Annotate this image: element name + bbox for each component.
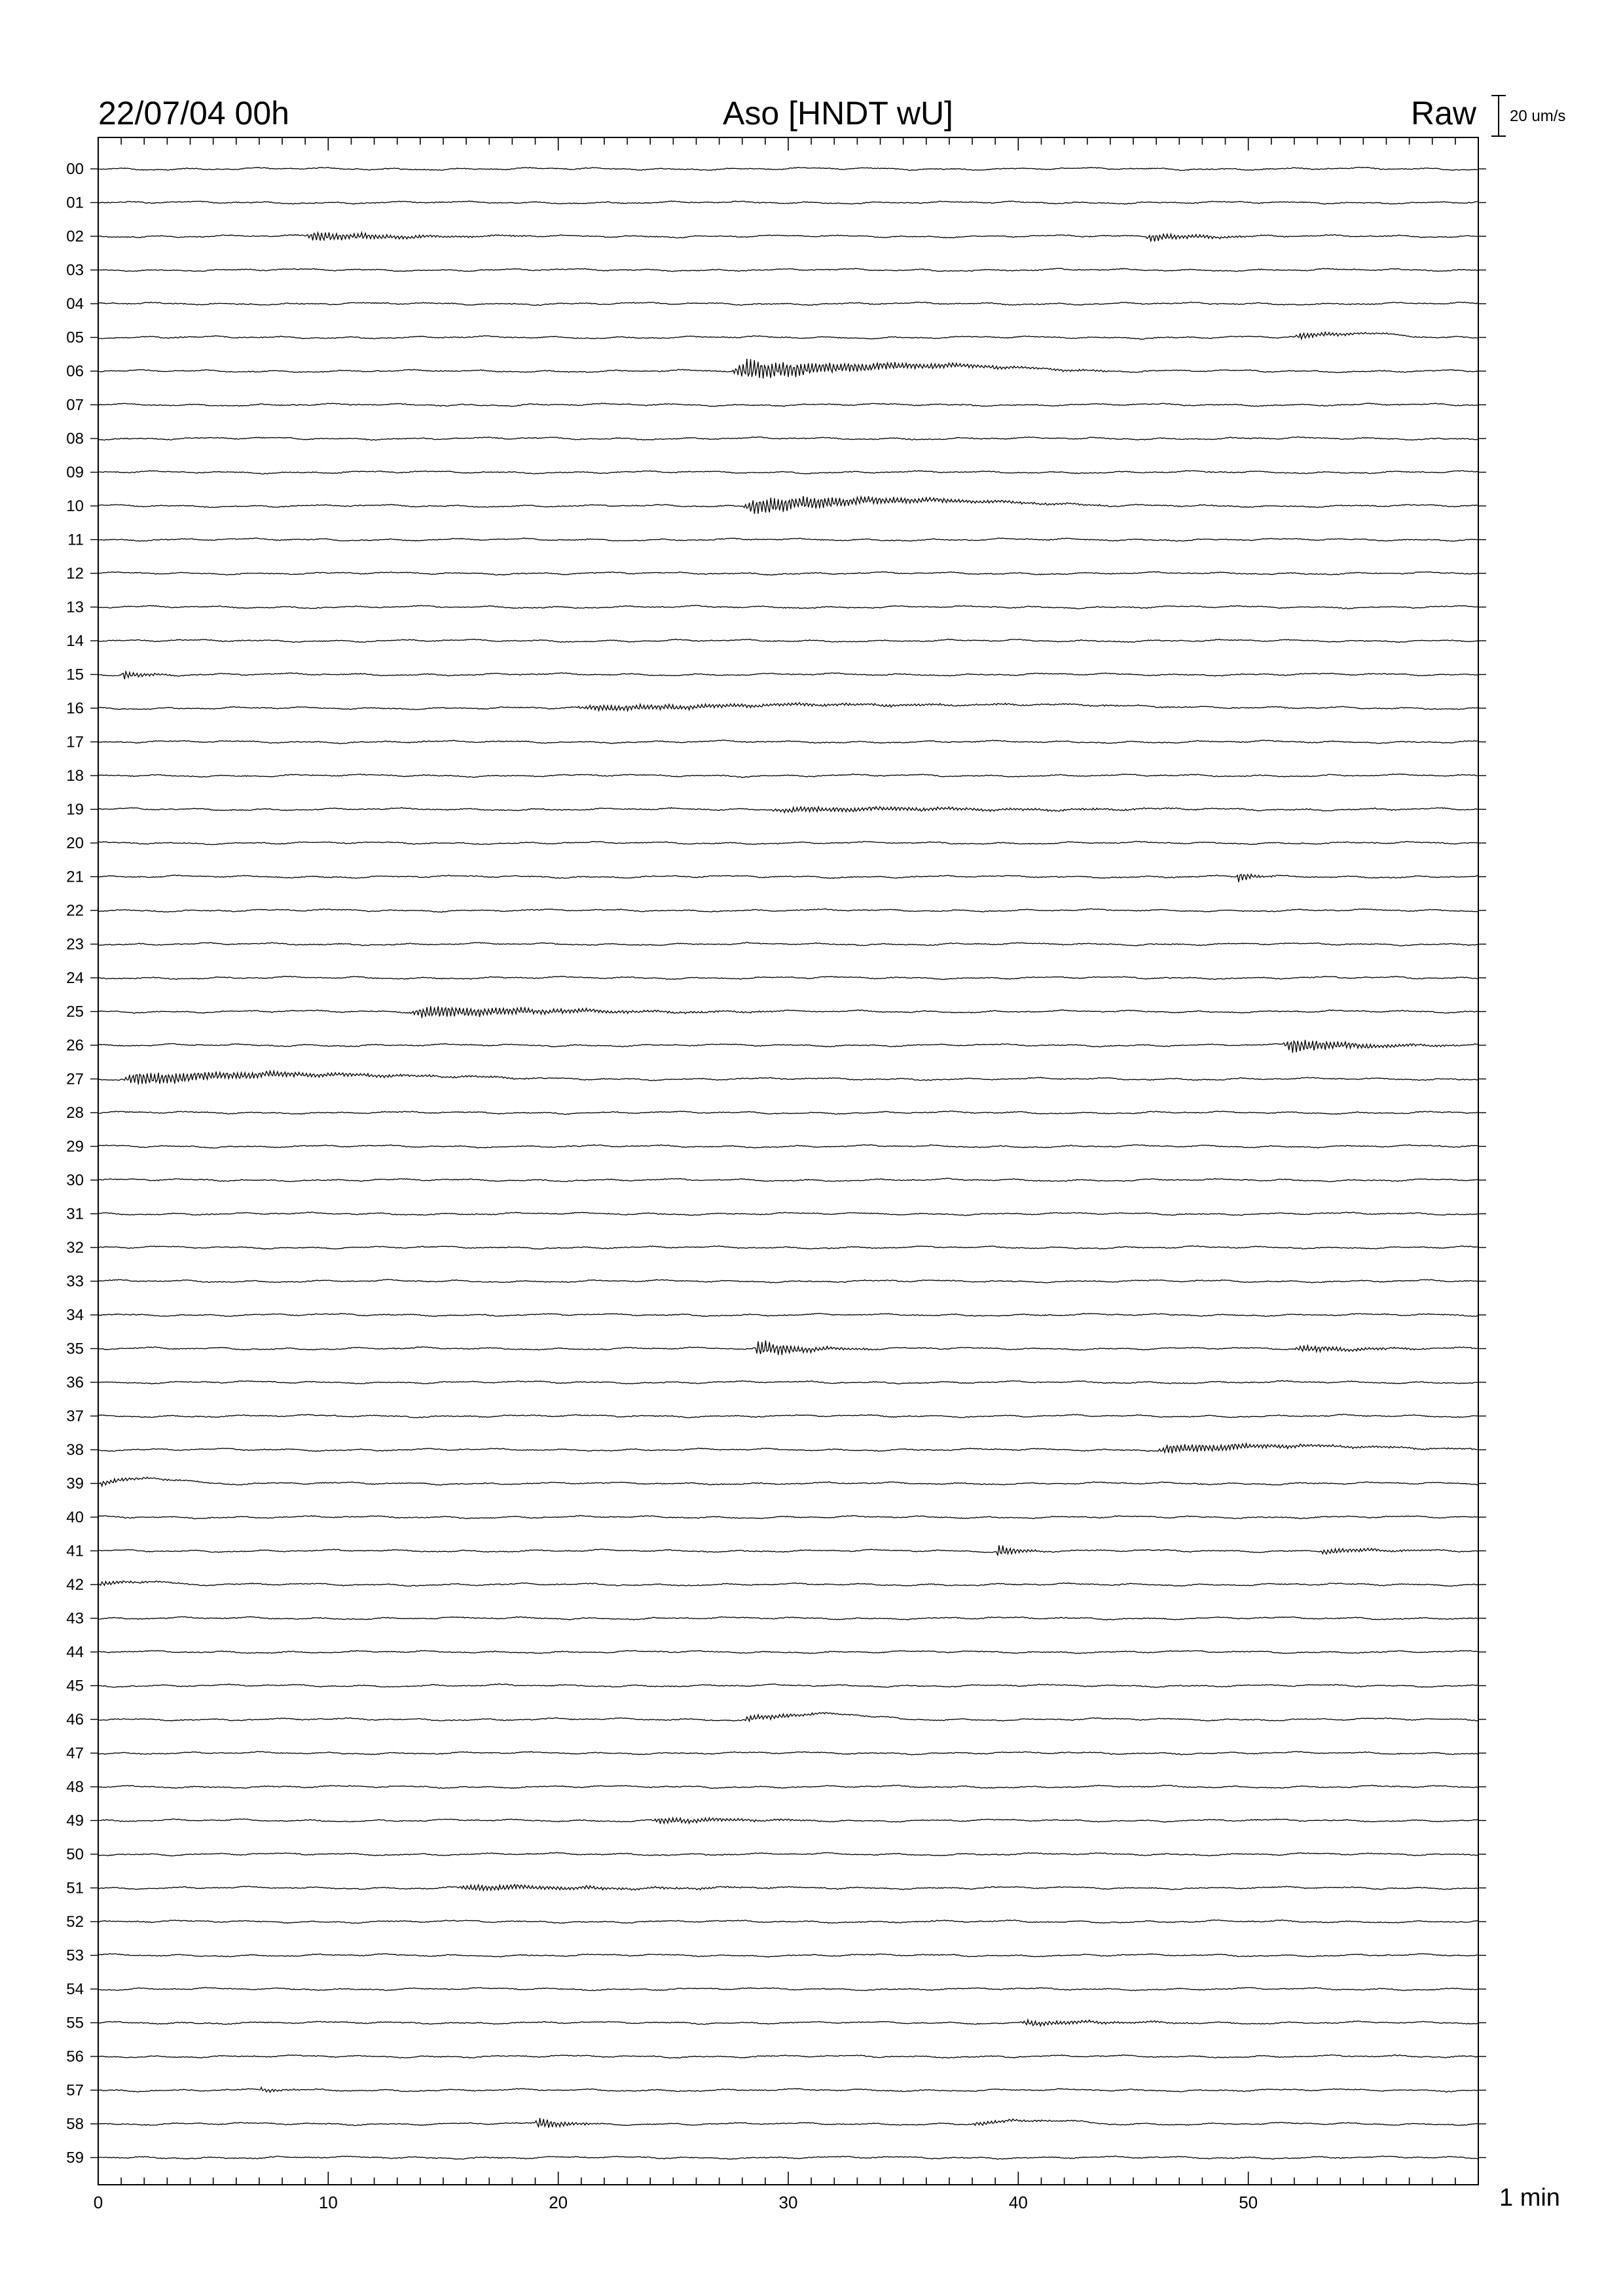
row-label: 13 bbox=[66, 598, 84, 617]
trace-line bbox=[98, 1515, 1478, 1518]
trace-line bbox=[98, 740, 1478, 744]
trace-line bbox=[98, 1071, 1478, 1085]
trace-line bbox=[98, 168, 1478, 171]
row-label: 58 bbox=[66, 2115, 84, 2133]
trace-line bbox=[98, 359, 1478, 378]
row-label: 03 bbox=[66, 261, 84, 279]
row-label: 36 bbox=[66, 1374, 84, 1391]
trace-line bbox=[98, 2054, 1478, 2058]
row-label: 19 bbox=[66, 800, 84, 819]
x-tick-label: 50 bbox=[1239, 2193, 1258, 2212]
x-tick-label: 40 bbox=[1008, 2193, 1028, 2212]
trace-line bbox=[98, 1414, 1478, 1418]
datetime-label: 22/07/04 00h bbox=[98, 95, 289, 132]
row-label: 55 bbox=[66, 2014, 84, 2032]
trace-line bbox=[98, 672, 1478, 679]
trace-line bbox=[98, 703, 1478, 711]
trace-line bbox=[98, 2020, 1478, 2026]
row-label: 23 bbox=[66, 935, 84, 954]
row-label: 43 bbox=[66, 1609, 84, 1628]
row-label: 30 bbox=[66, 1172, 84, 1189]
row-label: 12 bbox=[66, 565, 84, 583]
row-label: 34 bbox=[66, 1306, 84, 1324]
trace-line bbox=[98, 538, 1478, 541]
trace-line bbox=[98, 639, 1478, 643]
scale-bar-label: 20 um/s bbox=[1510, 107, 1566, 125]
x-tick-label: 0 bbox=[93, 2193, 103, 2212]
row-label: 11 bbox=[67, 531, 84, 549]
row-label: 27 bbox=[66, 1070, 84, 1088]
row-label: 06 bbox=[66, 363, 84, 380]
trace-line bbox=[98, 2087, 1478, 2092]
trace-line bbox=[98, 332, 1478, 339]
row-label: 46 bbox=[66, 1711, 84, 1729]
minute-ticks bbox=[98, 137, 1478, 2185]
row-label: 41 bbox=[66, 1542, 84, 1560]
row-label: 09 bbox=[66, 463, 84, 482]
x-tick-labels bbox=[94, 2193, 1258, 2212]
row-label: 37 bbox=[66, 1407, 84, 1426]
row-label: 59 bbox=[66, 2149, 84, 2167]
row-label: 25 bbox=[66, 1003, 84, 1021]
row-labels bbox=[66, 160, 1486, 2167]
trace-line bbox=[98, 437, 1478, 440]
row-label: 33 bbox=[66, 1272, 84, 1291]
trace-line bbox=[98, 1212, 1478, 1215]
trace-line bbox=[98, 774, 1478, 777]
trace-line bbox=[98, 471, 1478, 474]
row-label: 07 bbox=[66, 396, 84, 414]
chart-title: Aso [HNDT wU] bbox=[723, 95, 953, 132]
row-label: 54 bbox=[66, 1981, 84, 1998]
trace-line bbox=[98, 232, 1478, 242]
row-label: 18 bbox=[66, 767, 84, 785]
row-label: 29 bbox=[66, 1138, 84, 1156]
row-label: 52 bbox=[66, 1913, 84, 1931]
row-label: 57 bbox=[66, 2081, 84, 2100]
trace-line bbox=[98, 1684, 1478, 1687]
trace-line bbox=[98, 1246, 1478, 1249]
trace-line bbox=[98, 1006, 1478, 1018]
trace-line bbox=[98, 1987, 1478, 1990]
seismic-traces bbox=[98, 168, 1478, 2160]
row-label: 56 bbox=[66, 2048, 84, 2066]
row-label: 00 bbox=[66, 160, 84, 178]
x-unit-label: 1 min bbox=[1499, 2184, 1560, 2212]
row-label: 42 bbox=[66, 1576, 84, 1594]
trace-line bbox=[98, 1280, 1478, 1283]
trace-line bbox=[98, 1785, 1478, 1789]
row-label: 35 bbox=[66, 1340, 84, 1358]
trace-line bbox=[98, 302, 1478, 305]
row-label: 26 bbox=[66, 1037, 84, 1054]
trace-line bbox=[98, 1712, 1478, 1721]
trace-line bbox=[98, 1145, 1478, 1148]
trace-line bbox=[98, 1884, 1478, 1890]
row-label: 40 bbox=[66, 1509, 84, 1526]
trace-line bbox=[98, 1314, 1478, 1317]
scale-bar bbox=[1491, 96, 1565, 136]
trace-line bbox=[98, 2156, 1478, 2159]
trace-line bbox=[98, 496, 1478, 514]
row-label: 08 bbox=[66, 430, 84, 448]
trace-line bbox=[98, 908, 1478, 912]
trace-line bbox=[98, 1920, 1478, 1923]
row-label: 48 bbox=[66, 1778, 84, 1796]
trace-line bbox=[98, 605, 1478, 609]
trace-line bbox=[98, 1443, 1478, 1453]
trace-line bbox=[98, 1954, 1478, 1958]
row-label: 38 bbox=[66, 1441, 84, 1459]
row-label: 44 bbox=[66, 1643, 84, 1661]
row-label: 20 bbox=[66, 834, 84, 852]
row-label: 14 bbox=[66, 632, 84, 650]
trace-line bbox=[98, 201, 1478, 204]
trace-line bbox=[98, 1852, 1478, 1856]
row-label: 51 bbox=[66, 1879, 84, 1897]
row-label: 39 bbox=[66, 1475, 84, 1493]
row-label: 32 bbox=[66, 1239, 84, 1257]
row-label: 15 bbox=[66, 666, 84, 684]
row-label: 50 bbox=[66, 1846, 84, 1863]
trace-line bbox=[98, 942, 1478, 946]
x-tick-label: 30 bbox=[778, 2193, 798, 2212]
trace-line bbox=[98, 571, 1478, 575]
trace-line bbox=[98, 1581, 1478, 1586]
mode-label: Raw bbox=[1410, 95, 1476, 132]
row-label: 49 bbox=[66, 1812, 84, 1830]
plot-frame bbox=[98, 137, 1478, 2185]
row-label: 31 bbox=[66, 1205, 84, 1223]
trace-line bbox=[98, 1040, 1478, 1053]
row-label: 04 bbox=[66, 295, 84, 313]
row-label: 10 bbox=[66, 497, 84, 515]
row-label: 28 bbox=[66, 1104, 84, 1122]
trace-line bbox=[98, 1617, 1478, 1620]
trace-line bbox=[98, 2118, 1478, 2128]
trace-line bbox=[98, 1380, 1478, 1384]
row-label: 02 bbox=[66, 228, 84, 245]
trace-line bbox=[98, 1111, 1478, 1114]
row-label: 53 bbox=[66, 1946, 84, 1965]
row-label: 05 bbox=[66, 329, 84, 347]
x-tick-label: 10 bbox=[318, 2193, 338, 2212]
trace-line bbox=[98, 841, 1478, 844]
trace-line bbox=[98, 874, 1478, 882]
trace-line bbox=[98, 1751, 1478, 1755]
trace-line bbox=[98, 1818, 1478, 1823]
row-label: 17 bbox=[66, 733, 84, 751]
trace-line bbox=[98, 807, 1478, 813]
trace-line bbox=[98, 1340, 1478, 1355]
trace-line bbox=[98, 1477, 1478, 1486]
trace-line bbox=[98, 268, 1478, 272]
trace-line bbox=[98, 1651, 1478, 1654]
row-label: 24 bbox=[66, 969, 84, 987]
row-label: 47 bbox=[66, 1744, 84, 1763]
row-label: 01 bbox=[66, 194, 84, 212]
row-label: 45 bbox=[66, 1677, 84, 1695]
trace-line bbox=[98, 403, 1478, 406]
row-label: 16 bbox=[66, 700, 84, 717]
trace-line bbox=[98, 976, 1478, 979]
trace-line bbox=[98, 1178, 1478, 1181]
trace-line bbox=[98, 1545, 1478, 1556]
row-label: 22 bbox=[66, 902, 84, 920]
x-tick-label: 20 bbox=[549, 2193, 568, 2212]
row-label: 21 bbox=[66, 868, 84, 886]
